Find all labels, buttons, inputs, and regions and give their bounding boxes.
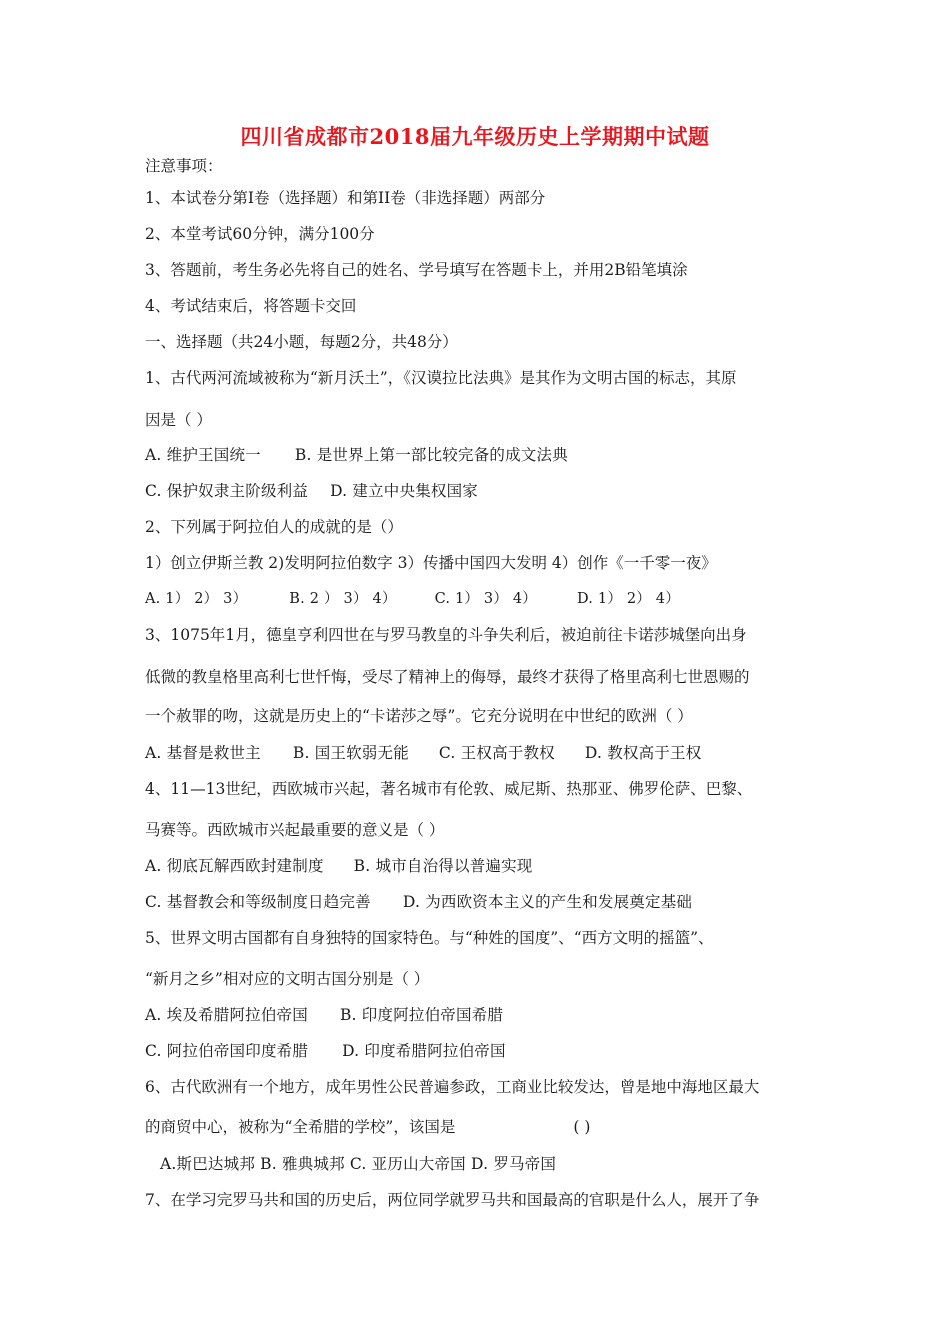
question-7-stem: 7、在学习完罗马共和国的历史后，两位同学就罗马共和国最高的官职是什么人，展开了争 bbox=[145, 1191, 760, 1209]
note-item: 2、本堂考试60分钟，满分100分 bbox=[145, 225, 375, 243]
note-item: 3、答题前，考生务必先将自己的姓名、学号填写在答题卡上，并用2B铅笔填涂 bbox=[145, 261, 688, 279]
question-1-stem-cont: 因是（ ） bbox=[145, 411, 212, 429]
option-d: D. 为西欧资本主义的产生和发展奠定基础 bbox=[402, 893, 693, 911]
option-a: A. 维护王国统一 bbox=[145, 446, 261, 464]
option-b: B. 印度阿拉伯帝国希腊 bbox=[339, 1006, 504, 1024]
question-6-options: A.斯巴达城邦 B. 雅典城邦 C. 亚历山大帝国 D. 罗马帝国 bbox=[160, 1155, 557, 1173]
question-5-options-row-1 bbox=[145, 1005, 503, 1025]
question-5-stem-cont: “新月之乡”相对应的文明古国分别是（ ） bbox=[145, 970, 430, 988]
option-c: C. 保护奴隶主阶级利益 bbox=[145, 482, 309, 500]
question-2-stem: 2、下列属于阿拉伯人的成就的是（） bbox=[145, 518, 403, 536]
option-a: A. 基督是救世主 bbox=[145, 744, 261, 762]
note-item: 4、考试结束后，将答题卡交回 bbox=[145, 297, 357, 315]
question-1-options-row-1 bbox=[145, 445, 568, 465]
question-6-stem: 6、古代欧洲有一个地方，成年男性公民普遍参政，工商业比较发达，曾是地中海地区最大 bbox=[145, 1078, 760, 1096]
question-5-stem: 5、世界文明古国都有自身独特的国家特色。与“种姓的国度”、“西方文明的摇篮”、 bbox=[145, 929, 714, 947]
question-6-stem-text: 的商贸中心，被称为“全希腊的学校”，该国是 bbox=[145, 1118, 456, 1136]
option-b: B. 2 ） 3） 4） bbox=[289, 591, 397, 607]
option-d: D. 建立中央集权国家 bbox=[330, 482, 478, 500]
note-item: 1、本试卷分第Ⅰ卷（选择题）和第II卷（非选择题）两部分 bbox=[145, 189, 546, 207]
option-b: B. 国王软弱无能 bbox=[292, 744, 409, 762]
option-c: C. 1） 3） 4） bbox=[434, 591, 537, 607]
question-3-stem-cont: 一个赦罪的吻，这就是历史上的“卡诺莎之辱”。它充分说明在中世纪的欧洲（ ） bbox=[145, 707, 693, 725]
question-5-options-row-2 bbox=[145, 1041, 506, 1061]
question-4-options-row-1 bbox=[145, 856, 533, 876]
option-d: D. 1） 2） 4） bbox=[576, 591, 680, 607]
question-2-options bbox=[145, 589, 680, 609]
question-4-stem-cont: 马赛等。西欧城市兴起最重要的意义是（ ） bbox=[145, 821, 445, 839]
question-1-options-row-2 bbox=[145, 481, 478, 501]
option-b: B. 是世界上第一部比较完备的成文法典 bbox=[294, 446, 568, 464]
option-c: C. 王权高于教权 bbox=[438, 744, 555, 762]
notes-heading: 注意事项： bbox=[145, 157, 223, 175]
option-c: C. 阿拉伯帝国印度希腊 bbox=[145, 1042, 309, 1060]
option-a: A. 彻底瓦解西欧封建制度 bbox=[145, 857, 324, 875]
option-a: A. 埃及希腊阿拉伯帝国 bbox=[145, 1006, 308, 1024]
option-b: B. 城市自治得以普遍实现 bbox=[353, 857, 533, 875]
question-1-stem: 1、古代两河流域被称为“新月沃土”，《汉谟拉比法典》是其作为文明古国的标志，其原 bbox=[145, 369, 737, 387]
section-heading: 一、选择题（共24小题，每题2分，共48分） bbox=[145, 333, 458, 351]
option-d: D. 教权高于王权 bbox=[584, 744, 702, 762]
option-c: C. 基督教会和等级制度日趋完善 bbox=[145, 893, 371, 911]
option-d: D. 印度希腊阿拉伯帝国 bbox=[342, 1042, 506, 1060]
question-4-options-row-2 bbox=[145, 892, 692, 912]
question-3-stem-cont: 低微的教皇格里高利七世忏悔，受尽了精神上的侮辱，最终才获得了格里高利七世恩赐的 bbox=[145, 668, 750, 686]
question-3-stem: 3、1075年1月，德皇亨利四世在与罗马教皇的斗争失利后，被迫前往卡诺莎城堡向出身 bbox=[145, 626, 747, 644]
question-2-items: 1）创立伊斯兰教 2)发明阿拉伯数字 3）传播中国四大发明 4）创作《一千零一夜》 bbox=[145, 554, 717, 572]
answer-parentheses: ( ) bbox=[573, 1118, 591, 1136]
page-title: 四川省成都市2018届九年级历史上学期期中试题 bbox=[240, 124, 710, 149]
question-3-options bbox=[145, 743, 701, 763]
question-4-stem: 4、11—13世纪，西欧城市兴起，著名城市有伦敦、威尼斯、热那亚、佛罗伦萨、巴黎、 bbox=[145, 780, 753, 798]
question-6-stem-cont bbox=[145, 1117, 590, 1137]
option-a: A. 1） 2） 3） bbox=[145, 591, 248, 607]
